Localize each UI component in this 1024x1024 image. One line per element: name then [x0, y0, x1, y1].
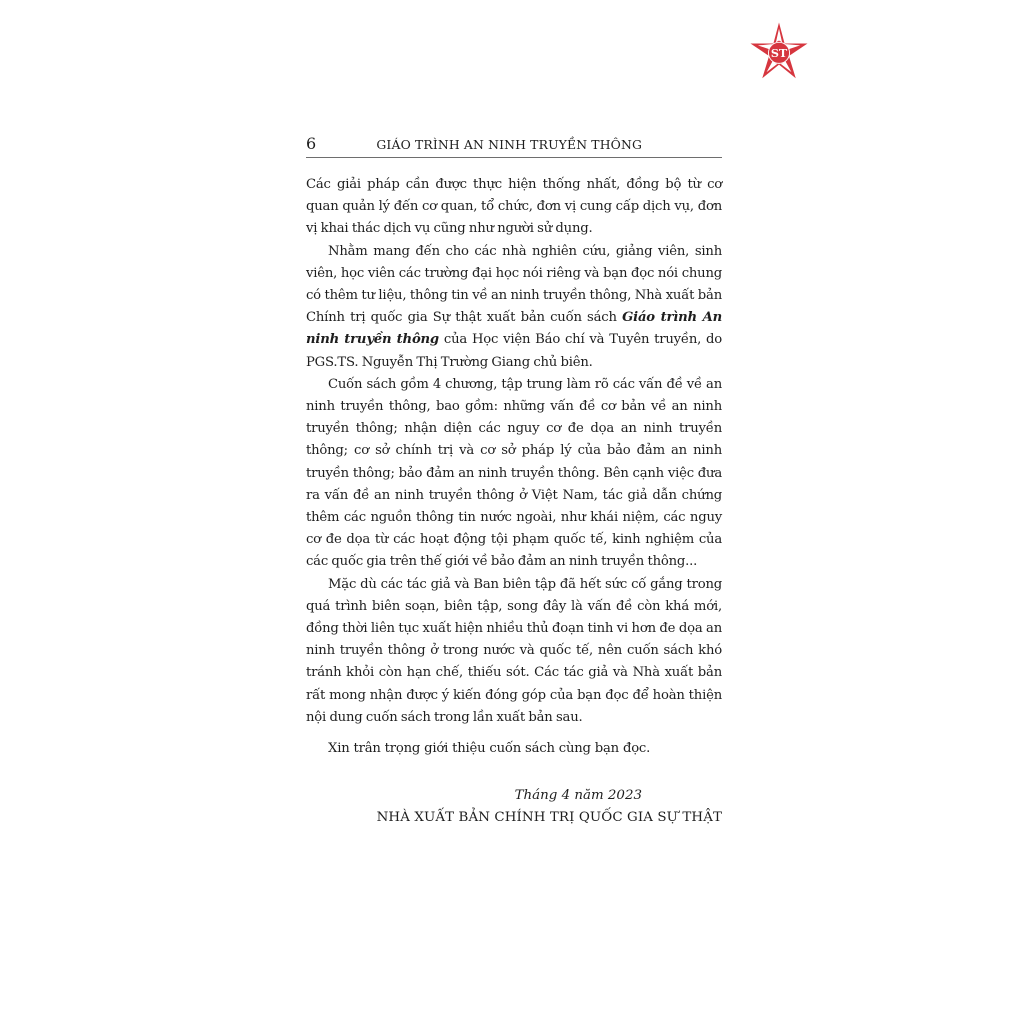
closing-line: Xin trân trọng giới thiệu cuốn sách cùng bạn đọc. — [328, 741, 651, 757]
page-number: 6 — [306, 134, 317, 153]
paragraph-1: Các giải pháp cần được thực hiện thống nhất, đồng bộ từ cơ quan quản lý đến cơ quan, tổ chức, đơn vị cung cấp dịch vụ, đơn vị khai thác dịch vụ cũng như người sử dụng. — [306, 177, 722, 237]
book-title-emphasis: Giáo trình An ninh truyền thông — [306, 310, 722, 348]
logo-text: ST — [770, 47, 788, 61]
running-title: GIÁO TRÌNH AN NINH TRUYỀN THÔNG — [376, 137, 642, 152]
signature-block — [306, 785, 722, 829]
paragraph-4: Mặc dù các tác giả và Ban biên tập đã hết sức cố gắng trong quá trình biên soạn, biên tập, song đây là vấn đề còn khá mới, đồng thời liên tục xuất hiện nhiều thủ đoạn tinh vi hơn đe dọa an ninh truyền thông ở trong nước và quốc tế, nên cuốn sách khó tránh khỏi còn hạn chế, thiếu sót. Các tác giả và Nhà xuất bản rất mong nhận được ý kiến đóng góp của bạn đọc để hoàn thiện nội dung cuốn sách trong lần xuất bản sau. — [306, 576, 722, 725]
paragraph-3: Cuốn sách gồm 4 chương, tập trung làm rõ các vấn đề về an ninh truyền thông, bao gồm: những vấn đề cơ bản về an ninh truyền thông; nhận diện các nguy cơ đe dọa an ninh truyền thông; cơ sở chính trị và cơ sở pháp lý của bảo đảm an ninh truyền thông; bảo đảm an ninh truyền thông. Bên cạnh việc đưa ra vấn đề an ninh truyền thông ở Việt Nam, tác giả dẫn chứng thêm các nguồn thông tin nước ngoài, như khái niệm, các nguy cơ đe dọa từ các hoạt động tội phạm quốc tế, kinh nghiệm của các quốc gia trên thế giới về bảo đảm an ninh truyền thông... — [306, 376, 722, 570]
paragraph-2 — [306, 241, 722, 374]
book-page — [306, 134, 722, 829]
publisher-logo — [748, 20, 810, 82]
signature-publisher: NHÀ XUẤT BẢN CHÍNH TRỊ QUỐC GIA SỰ THẬT — [376, 810, 722, 826]
page-header — [306, 134, 722, 158]
paragraph-2-text-after: của Học viện Báo chí và Tuyên truyền, do PGS.TS. Nguyễn Thị Trường Giang chủ biên. — [306, 332, 722, 370]
paragraph-2-text-before: Nhằm mang đến cho các nhà nghiên cứu, giảng viên, sinh viên, học viên các trường đại học nói riêng và bạn đọc nói chung có thêm tư liệu, thông tin về an ninh truyền thông, Nhà xuất bản Chính trị quốc gia Sự thật xuất bản cuốn sách — [306, 243, 722, 326]
star-st-logo-icon — [748, 20, 810, 82]
signature-date: Tháng 4 năm 2023 — [514, 788, 642, 804]
body-text — [306, 174, 722, 729]
